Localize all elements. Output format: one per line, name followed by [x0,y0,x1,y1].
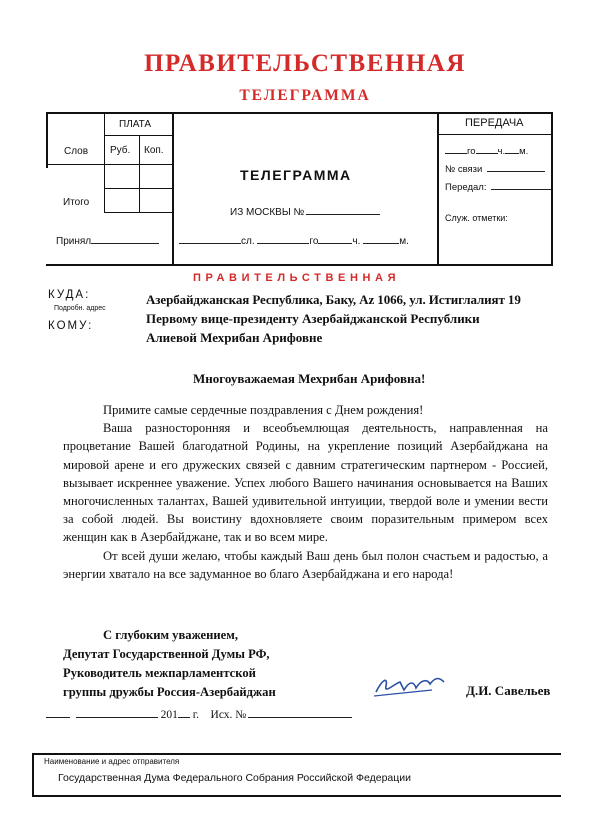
closing-position-1: Депутат Государственной Думы РФ, [63,647,270,661]
ch-label: ч. [352,236,361,247]
m2-label: м. [519,146,529,157]
sluzh-label: Служ. отметки: [445,213,508,223]
peredal-field: Передал: [445,182,551,193]
closing-position-3: группы дружбы Россия-Азербайджан [63,685,276,699]
ch2-label: ч. [497,146,506,157]
sender-name: Государственная Дума Федерального Собрания Российской Федерации [58,772,412,784]
closing-block [63,626,276,702]
closing-position-2: Руководитель межпарламентской [63,666,256,680]
page-title: ПРАВИТЕЛЬСТВЕННАЯ [144,50,466,77]
komu-label: КОМУ: [48,320,94,332]
signature [370,672,450,700]
peredal-label: Передал [445,182,484,193]
form-center-title: ТЕЛЕГРАММА [240,167,352,183]
m-label: м. [399,236,409,247]
greeting: Многоуважаемая Мехрибан Арифовна! [193,371,426,386]
outgoing-line [46,709,352,721]
peredacha-label: ПЕРЕДАЧА [465,117,524,129]
rub-label: Руб. [110,145,131,156]
signatory-name: Д.И. Савельев [466,683,551,698]
ish-label: Исх. № [210,709,247,721]
nsvyazi-field [445,164,545,175]
prinyal-label: Принял [56,236,92,247]
address-line-3: Алиевой Мехрибан Арифовне [146,330,323,345]
slov-label: Слов [64,146,89,157]
paragraph-1: Примите самые сердечные поздравления с Днем рождения! [103,403,424,417]
address-line-2: Первому вице-президенту Азербайджанской Республики [146,311,480,326]
peredacha-date [445,146,528,157]
go2-label: го [467,146,476,157]
nsvyazi-label: № связи [445,164,483,175]
go-label: го [309,236,319,247]
podrobn-label: Подробн. адрес [54,305,106,312]
address-line-1: Азербайджанская Республика, Баку, Az 1066, ул. Истиглалият 19 [146,292,521,307]
page-subtitle: ТЕЛЕГРАММА [239,87,371,104]
plata-label: ПЛАТА [119,119,152,130]
sl-label: сл. [241,236,255,247]
year-label: 201 [160,709,178,721]
g-label: г. [192,709,200,721]
kop-label: Коп. [144,145,164,156]
paragraph-2: Ваша разносторонняя и всеобъемлющая деятельность, направленная на процветание Вашей благодатной Родины, на укрепление позиций Азербайджана на мировой арене и его дружеских связей с давним стратегическим партнером - Россией, вызывает искреннее уважение. Успех любого Вашего начинания основывается на Ваших многочисленных талантах, Вашей удивительной интуиции, твердой воле и умении вести за собой людей. Вы воистину вдохновляете своим поразительным примером всех женщин как в Азербайджане, так и во всем мире. [63,421,548,545]
paragraph-3: От всей души желаю, чтобы каждый Ваш день был полон счастьем и радостью, а энергии хватало на все задуманное во благо Азербайджана и его народа! [63,548,548,581]
iz-moskvy-field [230,207,380,218]
date-time-line [179,236,409,247]
sender-label: Наименование и адрес отправителя [44,757,180,766]
closing-regards: С глубоким уважением, [103,628,238,642]
prinyal-field [56,236,159,247]
itogo-label: Итого [63,197,90,208]
kuda-label: КУДА: [48,289,91,301]
band-label: ПРАВИТЕЛЬСТВЕННАЯ [193,272,401,284]
letter-body [63,401,548,583]
iz-moskvy-label: ИЗ МОСКВЫ № [230,207,305,218]
